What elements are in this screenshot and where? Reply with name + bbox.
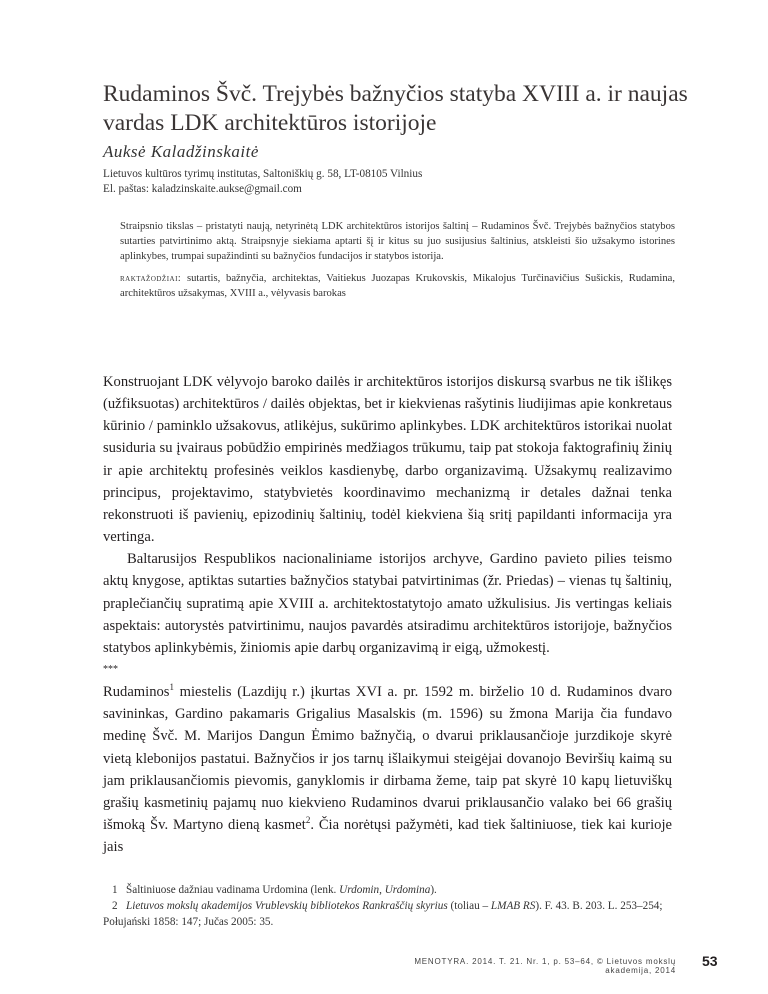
paragraph-3-mid: miestelis (Lazdijų r.) įkurtas XVI a. pr. 1592 m. birželio 10 d. Rudaminos dvaro savininkas, Gardino pakamaris Grigalius Masalskis (m. 1596) su žmona Marija čia fundavo medinę Švč. M. Marijos Dangun Ėmimo bažnyčią, o dvarui priklausančioje jurzdikoje skyrė vietą klebonijos pastatui. Bažnyčios ir jos tarnų išlaikymui steigėjai dovanojo Beviršių kaimą su jam priklausančiomis pievomis, ganyklomis ir dirbama žeme, taip pat skyrė 10 kapų lietuviškų grašių kasmetinių pajamų nuo kiekvieno Rudaminos dvarui priklausančio valako bei 66 grašių išmoką Šv. Martyno dieną kasmet: [103, 684, 672, 833]
abstract: [120, 219, 675, 301]
footnote-italic: LMAB RS: [490, 900, 536, 912]
body-paragraph-3: [103, 681, 672, 858]
article-title: Rudaminos Švč. Trejybės bažnyčios statyba XVIII a. ir naujas vardas LDK architektūros istorijoje: [103, 81, 688, 136]
footnotes: [103, 882, 672, 930]
footnote-2: [103, 898, 672, 930]
page-number: 53: [702, 953, 718, 969]
footnote-italic: Urdomin, Urdomina: [339, 884, 431, 896]
footnote-text: ). F. 43. B. 203. L. 253–254; Połujański 1858: 147; Jučas 2005: 35.: [103, 900, 663, 928]
affiliation-address: Lietuvos kultūros tyrimų institutas, Saltoniškių g. 58, LT-08105 Vilnius: [103, 168, 423, 180]
keywords-label: raktažodžiai:: [120, 272, 182, 284]
abstract-text: Straipsnio tikslas – pristatyti naują, netyrinėtą LDK architektūros istorijos šaltinį – Rudaminos Švč. Trejybės bažnyčios statybos sutarties patvirtinimo aktą. Straipsnyje siekiama aptarti šį ir kitus su juo susijusius šaltinius, atskleisti šio užsakymo istorines aplinkybes, trumpai supažindinti su bažnyčios fundacijos ir statybos istorija.: [120, 221, 675, 263]
section-separator: ***: [103, 664, 118, 676]
footnote-ref-1[interactable]: 1: [169, 682, 174, 693]
footnote-text: ).: [430, 884, 437, 896]
body-paragraph-1: Konstruojant LDK vėlyvojo baroko dailės ir architektūros istorijos diskursą svarbus ne tik išlikęs (užfiksuotas) architektūros / dailės objektas, bet ir kiekvienas rašytinis liudijimas apie konkretaus kūrinio / paminklo užsakovus, atlikėjus, sukūrimo aplinkybes. LDK architektūros istorikai nuolat susiduria su įvairaus pobūdžio empirinės medžiagos trūkumu, taip pat stokoja faktografinių žinių ir apie architektų profesinės veiklos kasdienybę, darbo organizavimą. Užsakymų realizavimo principus, projektavimo, statybvietės koordinavimo mechanizmą ir detales dažnai tenka rekonstruoti iš pavienių, epizodinių šaltinių, todėl kiekviena šią sritį papildanti informacija yra vertinga.: [103, 374, 672, 546]
footnote-ref-2[interactable]: 2: [305, 815, 311, 826]
footnote-1: [103, 882, 672, 898]
paragraph-3-end: . Čia norėtųsi pažymėti, kad tiek šaltiniuose, tiek kai kurioje jais: [103, 816, 672, 856]
footnote-number: 2: [112, 900, 118, 912]
affiliation-block: [103, 167, 663, 197]
author-name: Auksė Kaladžinskaitė: [103, 142, 259, 161]
article-body: [103, 371, 672, 858]
footnote-number: 1: [112, 884, 118, 896]
keywords-list: sutartis, bažnyčia, architektas, Vaitiekus Juozapas Krukovskis, Mikalojus Turčinavičius Sušickis, Rudamina, architektūros užsakymas, XVIII a., vėlyvasis barokas: [120, 272, 675, 299]
affiliation-email: El. paštas: kaladzinskaite.aukse@gmail.com: [103, 183, 302, 195]
footnote-text: (toliau –: [447, 900, 491, 912]
body-paragraph-2: Baltarusijos Respublikos nacionaliniame istorijos archyve, Gardino pavieto pilies teismo aktų knygose, aptiktas sutarties bažnyčios statybai patvirtinimas (žr. Priedas) – vienas tų šaltinių, praplečiančių supratimą apie XVIII a. architektostatytojo amato užkulisius. Jis vertingas keliais aspektais: autorystės patvirtinimu, naujos pavardės atsiradimu architektūros istorijoje, bažnyčios statybos aplinkybėmis, žiniomis apie darbų organizavimą ir eigą, užmokestį.: [103, 551, 672, 656]
paragraph-3-start: Rudaminos: [103, 684, 170, 701]
keywords: [120, 271, 675, 301]
footnote-text: Šaltiniuose dažniau vadinama Urdomina (lenk.: [126, 884, 340, 896]
journal-footer: MENOTYRA. 2014. T. 21. Nr. 1, p. 53–64, © Lietuvos mokslų akademija, 2014: [414, 957, 676, 975]
footnote-italic: Lietuvos mokslų akademijos Vrublevskių bibliotekos Rankraščių skyrius: [126, 900, 448, 912]
